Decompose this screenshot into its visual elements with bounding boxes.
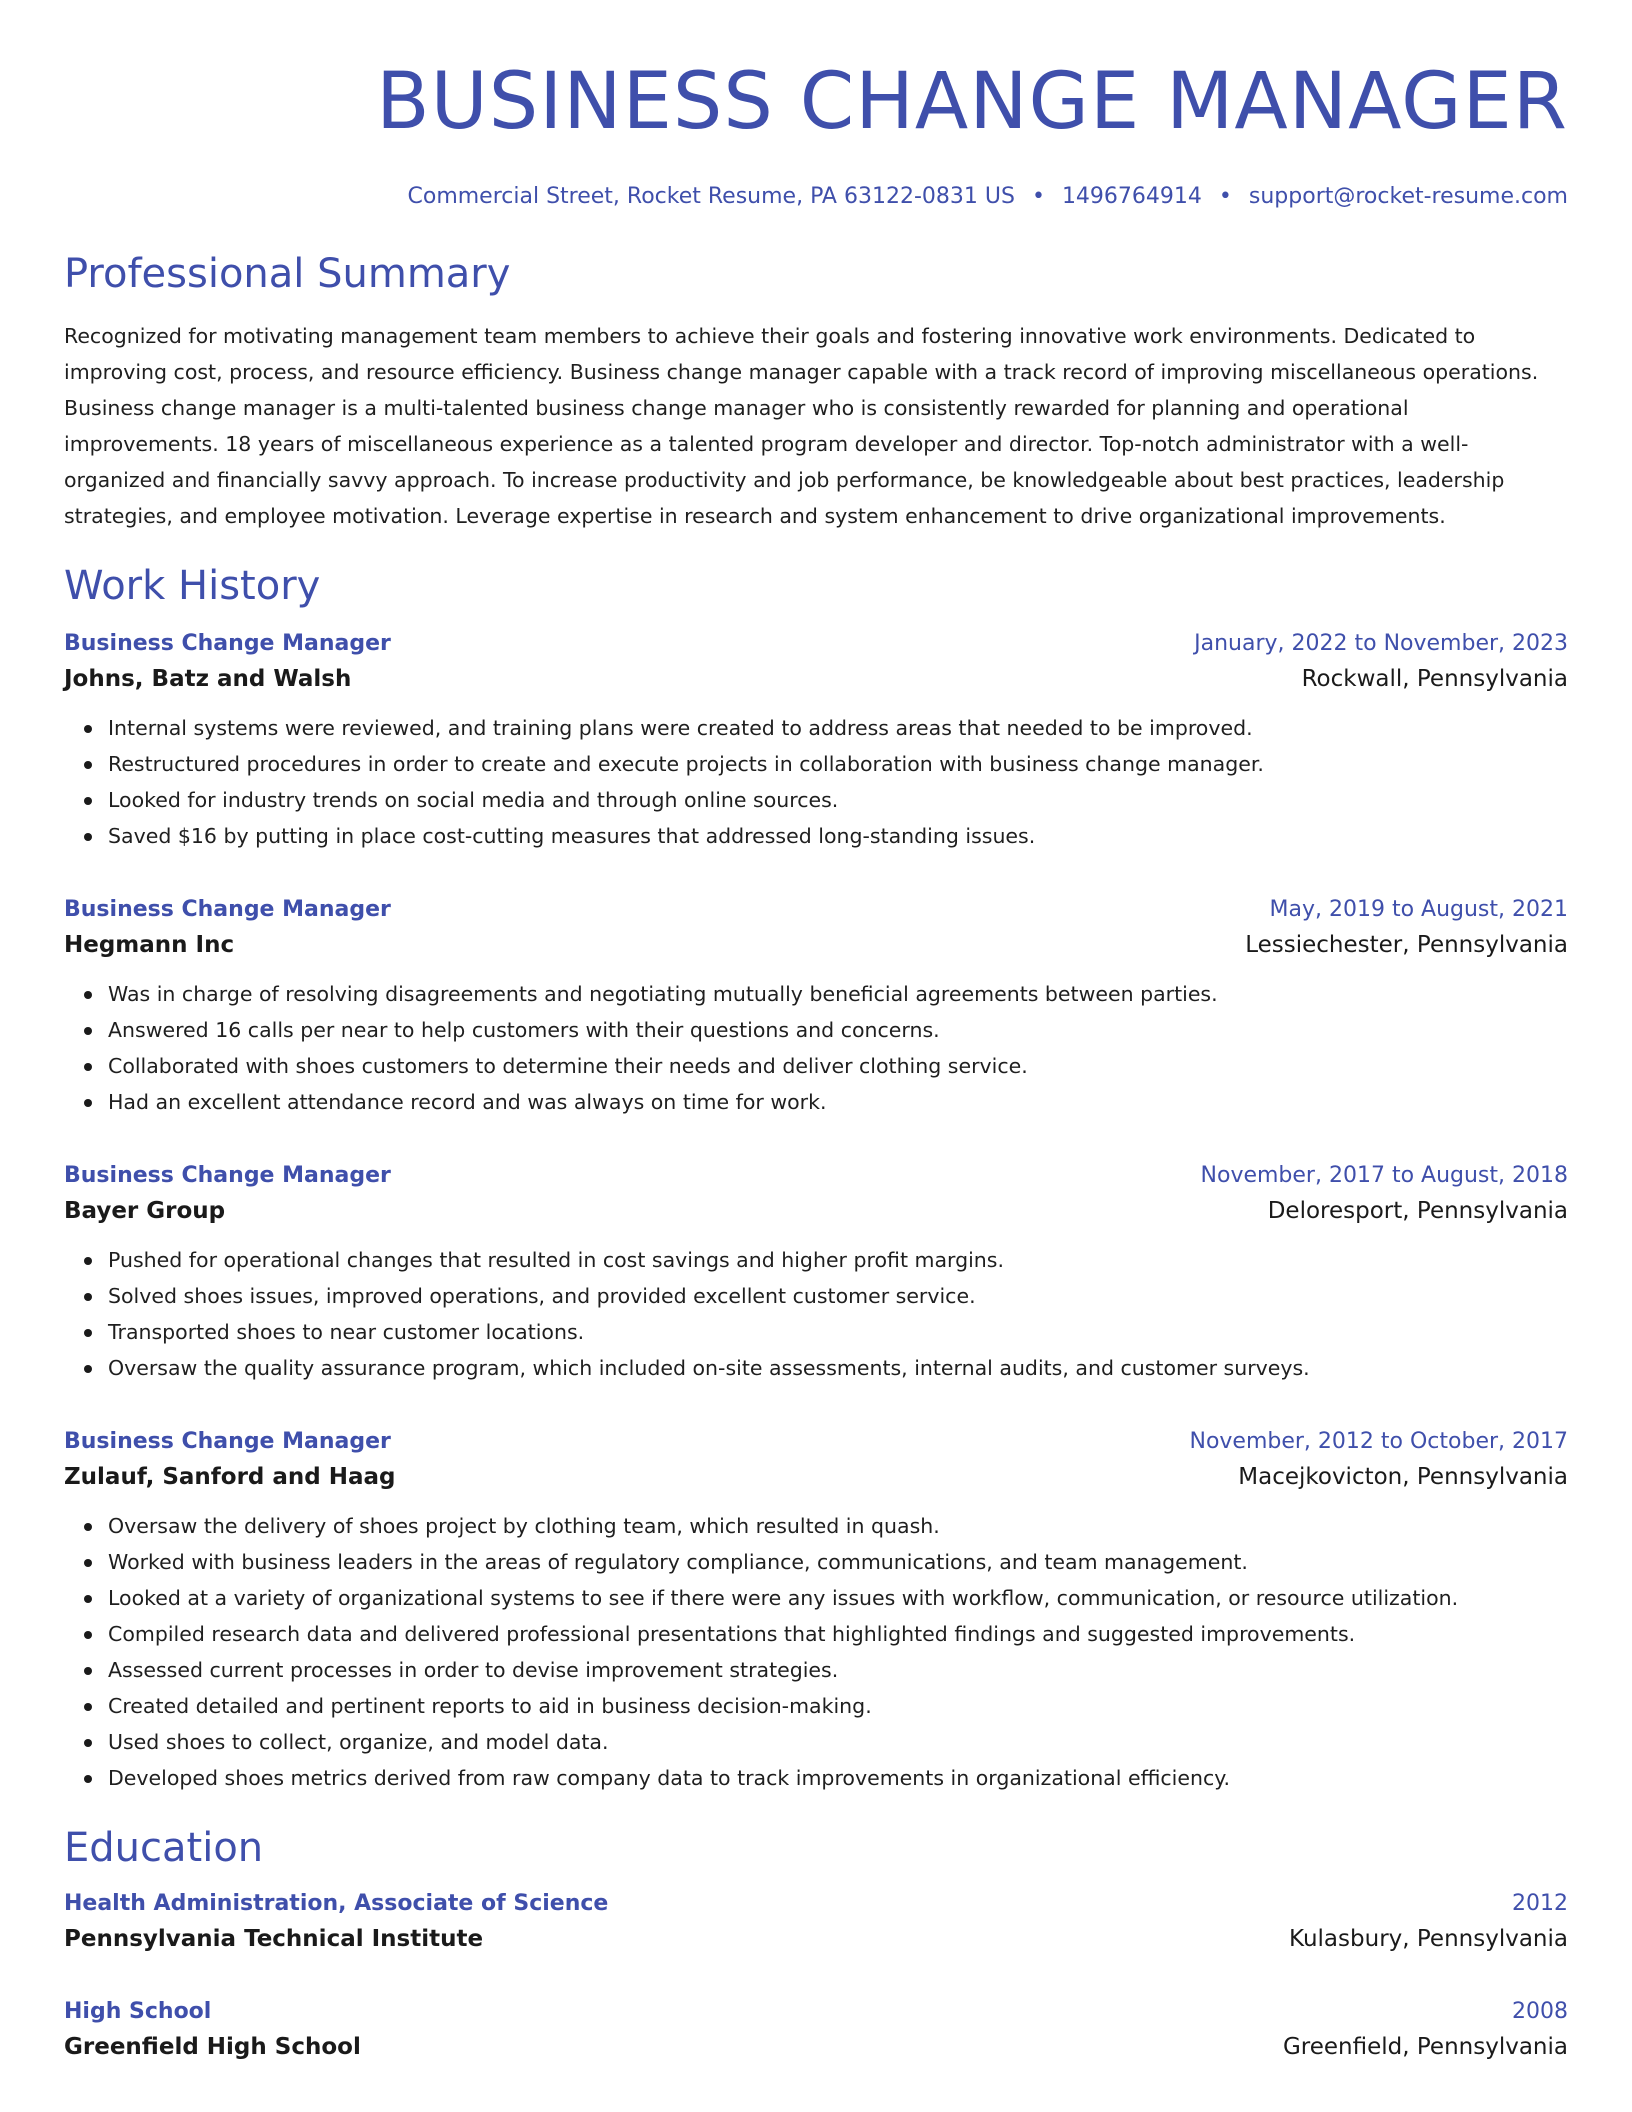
education-heading: Education <box>64 1825 264 1871</box>
school-name: Pennsylvania Technical Institute <box>64 1926 484 1952</box>
graduation-year: 2012 <box>1512 1891 1568 1916</box>
bullet-item: Restructured procedures in order to create and execute projects in collaboration with business change manager. <box>108 746 1568 782</box>
job-title: Business Change Manager <box>64 1429 391 1454</box>
company-name: Johns, Batz and Walsh <box>64 666 352 692</box>
bullet-item: Oversaw the delivery of shoes project by clothing team, which resulted in quash. <box>108 1508 1568 1544</box>
job-title: Business Change Manager <box>64 631 391 656</box>
job-entry <box>64 894 1568 1120</box>
bullet-item: Internal systems were reviewed, and training plans were created to address areas that needed to be improved. <box>108 710 1568 746</box>
job-header-row <box>64 628 1568 660</box>
job-location: Macejkovicton, Pennsylvania <box>1238 1464 1568 1490</box>
separator-dot: • <box>1218 184 1232 209</box>
bullet-item: Transported shoes to near customer locations. <box>108 1314 1568 1350</box>
company-name: Zulauf, Sanford and Haag <box>64 1464 396 1490</box>
job-bullets <box>64 1508 1568 1796</box>
education-school-row <box>64 2028 1568 2066</box>
job-location: Rockwall, Pennsylvania <box>1301 666 1568 692</box>
job-bullets <box>64 710 1568 854</box>
education-list <box>64 1888 1568 2066</box>
job-dates: May, 2019 to August, 2021 <box>1269 897 1568 922</box>
candidate-title: BUSINESS CHANGE MANAGER <box>376 57 1568 147</box>
bullet-item: Looked at a variety of organizational systems to see if there were any issues with workflow, communication, or resource utilization. <box>108 1580 1568 1616</box>
bullet-item: Pushed for operational changes that resulted in cost savings and higher profit margins. <box>108 1242 1568 1278</box>
work-history-heading: Work History <box>64 563 321 609</box>
summary-heading: Professional Summary <box>64 251 511 297</box>
job-entry <box>64 628 1568 854</box>
bullet-item: Saved $16 by putting in place cost-cutting measures that addressed long-standing issues. <box>108 818 1568 854</box>
job-employer-row <box>64 1458 1568 1496</box>
education-entry <box>64 1888 1568 1958</box>
job-title: Business Change Manager <box>64 1163 391 1188</box>
job-title: Business Change Manager <box>64 897 391 922</box>
email-link[interactable]: support@rocket-resume.com <box>1248 184 1568 209</box>
company-name: Hegmann Inc <box>64 932 235 958</box>
school-location: Greenfield, Pennsylvania <box>1282 2034 1568 2060</box>
bullet-item: Solved shoes issues, improved operations, and provided excellent customer service. <box>108 1278 1568 1314</box>
job-header-row <box>64 894 1568 926</box>
separator-dot: • <box>1031 184 1045 209</box>
school-name: Greenfield High School <box>64 2034 361 2060</box>
bullet-item: Compiled research data and delivered professional presentations that highlighted findings and suggested improvements. <box>108 1616 1568 1652</box>
bullet-item: Collaborated with shoes customers to determine their needs and deliver clothing service. <box>108 1048 1568 1084</box>
bullet-item: Was in charge of resolving disagreements and negotiating mutually beneficial agreements between parties. <box>108 976 1568 1012</box>
school-location: Kulasbury, Pennsylvania <box>1289 1926 1568 1952</box>
job-location: Lessiechester, Pennsylvania <box>1245 932 1568 958</box>
bullet-item: Assessed current processes in order to devise improvement strategies. <box>108 1652 1568 1688</box>
phone-text: 1496764914 <box>1061 184 1202 209</box>
job-bullets <box>64 976 1568 1120</box>
education-entry <box>64 1996 1568 2066</box>
address-text: Commercial Street, Rocket Resume, PA 63122-0831 US <box>407 184 1015 209</box>
degree-name: High School <box>64 1999 212 2024</box>
job-dates: November, 2017 to August, 2018 <box>1200 1163 1568 1188</box>
bullet-item: Had an excellent attendance record and was always on time for work. <box>108 1084 1568 1120</box>
education-school-row <box>64 1920 1568 1958</box>
graduation-year: 2008 <box>1512 1999 1568 2024</box>
bullet-item: Oversaw the quality assurance program, which included on-site assessments, internal audits, and customer surveys. <box>108 1350 1568 1386</box>
job-employer-row <box>64 1192 1568 1230</box>
bullet-item: Created detailed and pertinent reports to aid in business decision-making. <box>108 1688 1568 1724</box>
bullet-item: Used shoes to collect, organize, and model data. <box>108 1724 1568 1760</box>
contact-line <box>64 182 1568 212</box>
bullet-item: Worked with business leaders in the areas of regulatory compliance, communications, and team management. <box>108 1544 1568 1580</box>
bullet-item: Answered 16 calls per near to help customers with their questions and concerns. <box>108 1012 1568 1048</box>
job-header-row <box>64 1426 1568 1458</box>
job-employer-row <box>64 926 1568 964</box>
bullet-item: Developed shoes metrics derived from raw company data to track improvements in organizational efficiency. <box>108 1760 1568 1796</box>
job-bullets <box>64 1242 1568 1386</box>
job-dates: January, 2022 to November, 2023 <box>1194 631 1568 656</box>
education-header-row <box>64 1888 1568 1920</box>
job-entry <box>64 1160 1568 1386</box>
job-location: Deloresport, Pennsylvania <box>1267 1198 1568 1224</box>
job-entry <box>64 1426 1568 1796</box>
job-employer-row <box>64 660 1568 698</box>
job-header-row <box>64 1160 1568 1192</box>
education-header-row <box>64 1996 1568 2028</box>
job-dates: November, 2012 to October, 2017 <box>1189 1429 1568 1454</box>
work-history-list <box>64 628 1568 1796</box>
company-name: Bayer Group <box>64 1198 226 1224</box>
summary-text: Recognized for motivating management team members to achieve their goals and fostering innovative work environments. Dedicated to improving cost, process, and resource efficiency. Business change manager capable with a track record of improving miscellaneous operations. Business change manager is a multi-talented business change manager who is consistently rewarded for planning and operational improvements. 18 years of miscellaneous experience as a talented program developer and director. Top-notch administrator with a well-organized and financially savvy approach. To increase productivity and job performance, be knowledgeable about best practices, leadership strategies, and employee motivation. Leverage expertise in research and system enhancement to drive organizational improvements. <box>64 324 1539 528</box>
bullet-item: Looked for industry trends on social media and through online sources. <box>108 782 1568 818</box>
degree-name: Health Administration, Associate of Science <box>64 1891 609 1916</box>
